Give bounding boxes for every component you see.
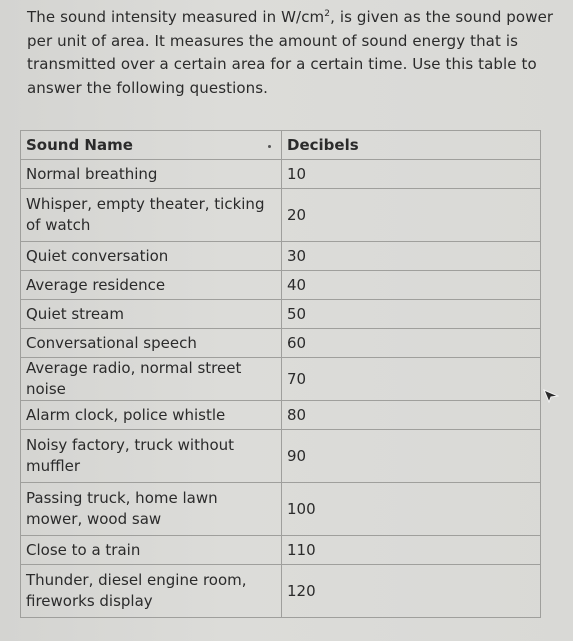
decibels-cell: 70 bbox=[282, 358, 541, 401]
decibels-cell: 50 bbox=[282, 300, 541, 329]
table-row bbox=[21, 483, 541, 536]
sound-name-cell: Close to a train bbox=[21, 536, 282, 565]
decibels-cell: 60 bbox=[282, 329, 541, 358]
sound-name-cell: Conversational speech bbox=[21, 329, 282, 358]
decibels-cell: 110 bbox=[282, 536, 541, 565]
table-row bbox=[21, 189, 541, 242]
intro-superscript: 2 bbox=[324, 9, 331, 19]
table-row bbox=[21, 430, 541, 483]
decibels-cell: 40 bbox=[282, 271, 541, 300]
table-row bbox=[21, 160, 541, 189]
sound-name-cell: Quiet stream bbox=[21, 300, 282, 329]
intro-text-start: The sound intensity measured in W/cm bbox=[27, 8, 325, 26]
decibels-cell: 30 bbox=[282, 242, 541, 271]
mouse-cursor-icon bbox=[543, 389, 559, 403]
sound-name-cell: Thunder, diesel engine room, fireworks display bbox=[21, 565, 282, 618]
table-row bbox=[21, 565, 541, 618]
sound-name-cell: Passing truck, home lawn mower, wood saw bbox=[21, 483, 282, 536]
table-row bbox=[21, 242, 541, 271]
table-header-row bbox=[21, 131, 541, 160]
sound-name-cell: Quiet conversation bbox=[21, 242, 282, 271]
intro-paragraph bbox=[27, 6, 557, 100]
table-row bbox=[21, 300, 541, 329]
column-resize-dot-icon bbox=[268, 145, 271, 148]
decibels-cell: 80 bbox=[282, 401, 541, 430]
intro-text-end: , is given as the sound power per unit of area. It measures the amount of sound energy that is transmitted over a certain area for a certain time. Use this table to answer the following questions. bbox=[27, 8, 554, 97]
sound-name-cell: Noisy factory, truck without muffler bbox=[21, 430, 282, 483]
decibels-cell: 120 bbox=[282, 565, 541, 618]
sound-name-cell: Average radio, normal street noise bbox=[21, 358, 282, 401]
table-row bbox=[21, 401, 541, 430]
table-row bbox=[21, 271, 541, 300]
decibels-cell: 20 bbox=[282, 189, 541, 242]
table-row bbox=[21, 329, 541, 358]
header-sound-name: Sound Name bbox=[21, 131, 282, 160]
decibels-cell: 10 bbox=[282, 160, 541, 189]
sound-name-cell: Normal breathing bbox=[21, 160, 282, 189]
header-decibels: Decibels bbox=[282, 131, 541, 160]
table-row bbox=[21, 536, 541, 565]
sound-name-cell: Average residence bbox=[21, 271, 282, 300]
sound-intensity-table bbox=[20, 130, 541, 618]
sound-name-cell: Alarm clock, police whistle bbox=[21, 401, 282, 430]
sound-name-cell: Whisper, empty theater, ticking of watch bbox=[21, 189, 282, 242]
table-row bbox=[21, 358, 541, 401]
decibels-cell: 90 bbox=[282, 430, 541, 483]
decibels-cell: 100 bbox=[282, 483, 541, 536]
